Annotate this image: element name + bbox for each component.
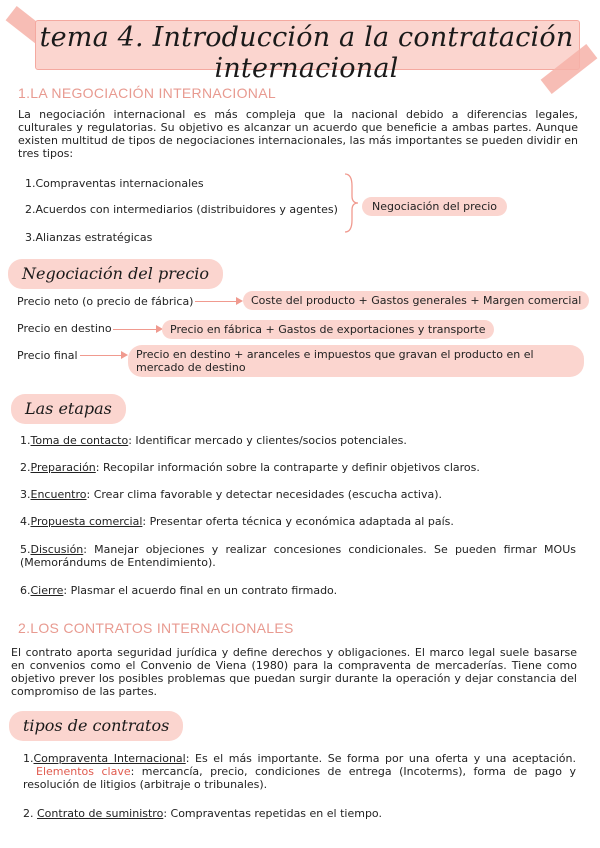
stage-num: 3. (20, 488, 31, 501)
stage-num: 5. (20, 543, 31, 556)
price-label-neto: Precio neto (o precio de fábrica) (17, 295, 194, 308)
stage-term: Cierre (30, 584, 64, 597)
stage-text: : Manejar objeciones y realizar concesiones condicionales. Se pueden firmar MOUs (Memorándums de Entendimiento). (20, 543, 576, 569)
stage-term: Propuesta comercial (30, 515, 143, 528)
stage-term: Toma de contacto (30, 434, 129, 447)
stage-item-3 (20, 488, 442, 501)
pill-negociacion-precio: Negociación del precio (8, 259, 223, 289)
price-label-destino: Precio en destino (17, 322, 112, 335)
pill-etapas: Las etapas (11, 394, 126, 424)
stage-item-6 (20, 584, 337, 597)
stage-item-1 (20, 434, 407, 447)
contract-term: Compraventa Internacional (33, 752, 186, 765)
stage-num: 4. (20, 515, 31, 528)
stage-text: : Recopilar información sobre la contraparte y definir objetivos claros. (95, 461, 480, 474)
key-elements-label: Elementos clave (36, 765, 131, 778)
stage-term: Preparación (30, 461, 96, 474)
contract-num: 1. (23, 752, 34, 765)
pill-tipos-contratos: tipos de contratos (9, 711, 183, 741)
section-2-intro: El contrato aporta seguridad jurídica y define derechos y obligaciones. El marco legal suele basarse en convenios como el Convenio de Viena (1980) para la compraventa de mercaderías. Tiene como objetivo prever los posibles problemas que puedan surgir durante la operación y dejar constancia del compromiso de las partes. (11, 646, 577, 698)
section-1-intro: La negociación internacional es más compleja que la nacional debido a diferencias legales, culturales y regulatorias. Su objetivo es alcanzar un acuerdo que beneficie a ambas partes. Aunque existen multitud de tipos de negociaciones internacionales, las más importantes se pueden dividir en tres tipos: (18, 108, 578, 160)
arrow-line (80, 355, 122, 356)
curly-brace-icon (342, 172, 360, 234)
type-item-1: 1.Compraventas internacionales (25, 177, 204, 190)
type-item-3: 3.Alianzas estratégicas (25, 231, 153, 244)
arrow-line (113, 329, 157, 330)
price-label-final: Precio final (17, 349, 78, 362)
stage-text: : Presentar oferta técnica y económica adaptada al país. (142, 515, 454, 528)
arrow-line (195, 301, 237, 302)
contract-text: : Compraventas repetidas en el tiempo. (163, 807, 382, 820)
stage-term: Encuentro (30, 488, 87, 501)
stage-num: 6. (20, 584, 31, 597)
stage-item-4 (20, 515, 454, 528)
arrow-right-icon (236, 297, 243, 305)
contract-term: Contrato de suministro (37, 807, 164, 820)
stage-num: 1. (20, 434, 31, 447)
stage-item-2 (20, 461, 480, 474)
types-tag: Negociación del precio (362, 197, 507, 216)
arrow-right-icon (121, 351, 128, 359)
stage-text: : Crear clima favorable y detectar necesidades (escucha activa). (86, 488, 443, 501)
stage-text: : Plasmar el acuerdo final en un contrato firmado. (63, 584, 338, 597)
contract-item-1 (23, 752, 576, 791)
contract-text: : Es el más importante. Se forma por una oferta y una aceptación. (185, 752, 576, 765)
section-2-heading: 2.LOS CONTRATOS INTERNACIONALES (18, 620, 294, 636)
price-value-final: Precio en destino + aranceles e impuestos que gravan el producto en el mercado de destino (128, 345, 584, 377)
type-item-2: 2.Acuerdos con intermediarios (distribuidores y agentes) (25, 203, 338, 216)
contract-num: 2. (23, 807, 34, 820)
stage-num: 2. (20, 461, 31, 474)
page-title: tema 4. Introducción a la contratación internacional (39, 22, 574, 84)
stage-term: Discusión (30, 543, 84, 556)
price-value-neto: Coste del producto + Gastos generales + Margen comercial (243, 291, 589, 310)
key-elements-text: : mercancía, precio, condiciones de entrega (Incoterms), forma de pago y resolución de litigios (arbitraje o tribunales). (23, 765, 577, 791)
section-1-heading: 1.LA NEGOCIACIÓN INTERNACIONAL (18, 85, 276, 101)
contract-item-2 (23, 807, 382, 820)
stage-item-5 (20, 543, 576, 569)
stage-text: : Identificar mercado y clientes/socios potenciales. (128, 434, 407, 447)
price-value-destino: Precio en fábrica + Gastos de exportaciones y transporte (162, 320, 494, 339)
